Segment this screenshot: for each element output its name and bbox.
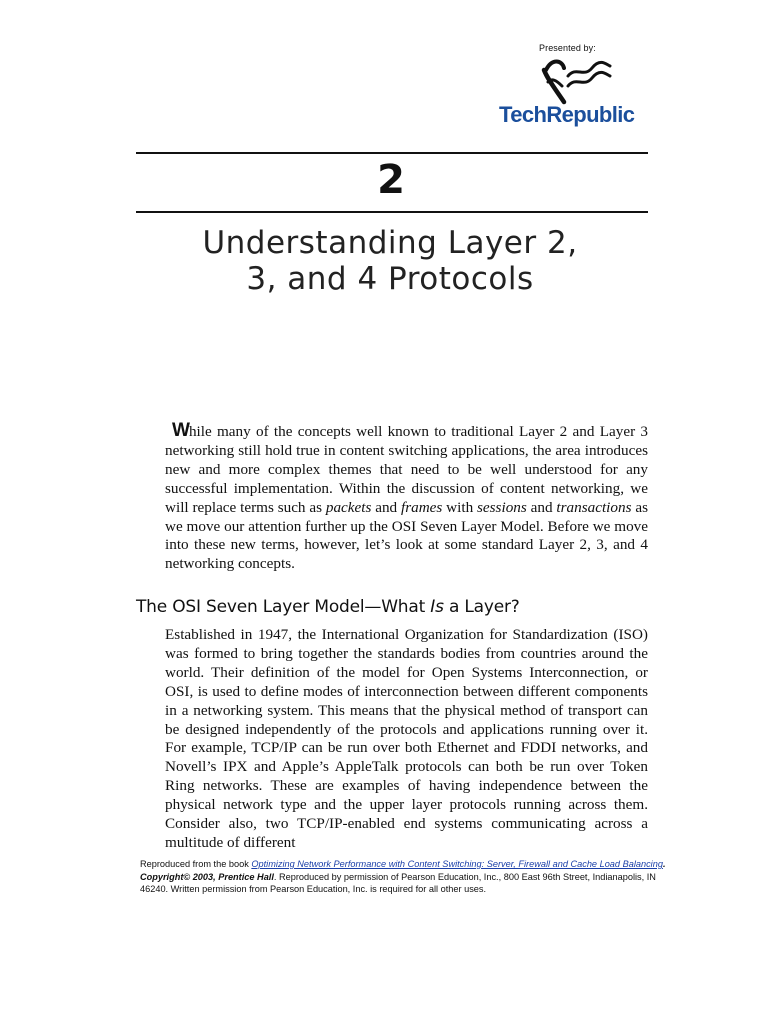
term-frames: frames: [400, 498, 443, 516]
intro-text: and: [526, 498, 557, 516]
footer-text: . Reproduced by permission of Pearson Education, Inc., 800 East 96th Street, Indianapolis, IN 46240. Written permission from Pearson Education, Inc. is required for all other uses.: [140, 871, 656, 894]
section-heading-text: The OSI Seven Layer Model—What: [136, 597, 431, 617]
drop-cap: W: [172, 420, 189, 441]
chapter-bottom-rule: [136, 211, 648, 213]
copyright-text: . Copyright© 2003, Prentice Hall: [140, 859, 666, 882]
chapter-title-line-2: 3, and 4 Protocols: [246, 261, 534, 297]
chapter-top-rule: [136, 152, 648, 154]
section-heading-emphasis: Is: [430, 597, 444, 617]
intro-text: as we move our attention further up the OSI Seven Layer Model. Before we move into these new terms, however, let’s look at some standard Layer 2, 3, and 4 networking concepts.: [165, 498, 648, 573]
chapter-title-line-1: Understanding Layer 2,: [202, 225, 578, 261]
term-packets: packets: [325, 498, 372, 516]
chapter-number: 2: [377, 157, 405, 203]
intro-text: hile many of the concepts well known to traditional Layer 2 and Layer 3 networking still hold true in content switching applications, the area introduces new and more complex themes that need to be well understood for any successful implementation. Within the discussion of content networking, we will replace terms such as: [165, 423, 648, 516]
term-sessions: sessions: [477, 498, 527, 516]
footer-text: Reproduced from the book: [140, 859, 252, 869]
chapter-title: [110, 225, 670, 297]
logo-republic-text: Republic: [546, 102, 635, 127]
reproduction-notice: [140, 858, 680, 896]
techrepublic-logo-icon: [534, 56, 618, 106]
presented-by-label: Presented by:: [539, 43, 596, 53]
term-transactions: transactions: [556, 498, 632, 516]
section-paragraph: Established in 1947, the International Organization for Standardization (ISO) was formed to bring together the standards bodies from countries around the world. Their definition of the model for Open Systems Interconnection, or OSI, is used to define modes of interconnection between different components in a networking system. This means that the physical method of transport can be designed independently of the protocols and applications running over it. For example, TCP/IP can be run over both Ethernet and FDDI networks, and Novell’s IPX and Apple’s AppleTalk protocols can both be run over Token Ring networks. These are examples of having independence between the physical network type and the upper layer protocols running across them. Consider also, two TCP/IP-enabled end systems communicating across a multitude of different: [165, 626, 648, 851]
logo-tech-text: Tech: [499, 102, 547, 127]
intro-text: with: [442, 498, 477, 516]
techrepublic-logo: [499, 104, 634, 126]
intro-text: and: [371, 498, 401, 516]
section-heading: [136, 597, 520, 617]
book-link[interactable]: Optimizing Network Performance with Content Switching: Server, Firewall and Cache Load Balancing: [251, 859, 663, 869]
intro-paragraph: [165, 422, 648, 574]
section-heading-text: a Layer?: [443, 597, 520, 617]
